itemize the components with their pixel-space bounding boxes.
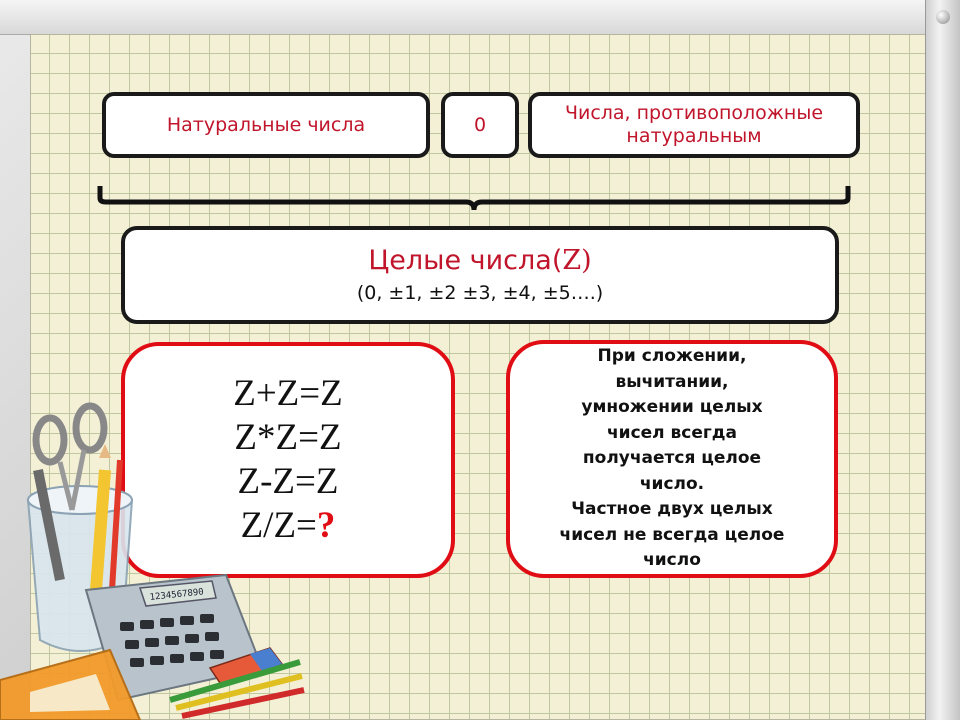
explanation-line: чисел не всегда целое	[559, 524, 785, 545]
zero-label: 0	[473, 113, 487, 136]
explanation-box	[506, 340, 838, 578]
opposite-numbers-box	[528, 92, 860, 158]
school-supplies-illustration	[0, 400, 320, 720]
explanation-line: умножении целых	[581, 397, 763, 418]
rule-multiplication: Z*Z=Z	[234, 417, 342, 458]
explanation-line: получается целое	[582, 448, 762, 469]
integers-range: (0, ±1, ±2 ±3, ±4, ±5….)	[356, 281, 604, 304]
integers-box	[121, 226, 839, 324]
integers-title-text: Целые числа(	[368, 245, 563, 277]
explanation-line: чисел всегда	[606, 422, 737, 443]
integers-title	[368, 245, 591, 277]
rule-division-question-mark: ?	[316, 505, 336, 546]
rule-subtraction: Z-Z=Z	[237, 461, 339, 502]
explanation-line: Частное двух целых	[571, 499, 773, 520]
zero-box	[441, 92, 519, 158]
explanation-line: При сложении,	[597, 346, 747, 367]
integers-symbol: Z	[562, 245, 582, 277]
grouping-brace	[96, 186, 852, 212]
natural-numbers-box	[102, 92, 430, 158]
explanation-line: число.	[639, 473, 705, 494]
explanation-line: вычитании,	[615, 371, 729, 392]
rule-addition: Z+Z=Z	[233, 373, 343, 414]
opposite-numbers-label-line2: натуральным	[626, 125, 762, 147]
rule-division-text: Z/Z=	[240, 505, 317, 546]
integers-title-close: )	[581, 245, 592, 277]
explanation-line: число	[643, 550, 701, 571]
natural-numbers-label: Натуральные числа	[166, 113, 366, 136]
calculator-display: 1234567890	[149, 587, 205, 603]
right-frame-strip	[925, 0, 960, 720]
top-frame-strip	[0, 0, 960, 35]
opposite-numbers-label-line1: Числа, противоположные	[564, 102, 824, 125]
